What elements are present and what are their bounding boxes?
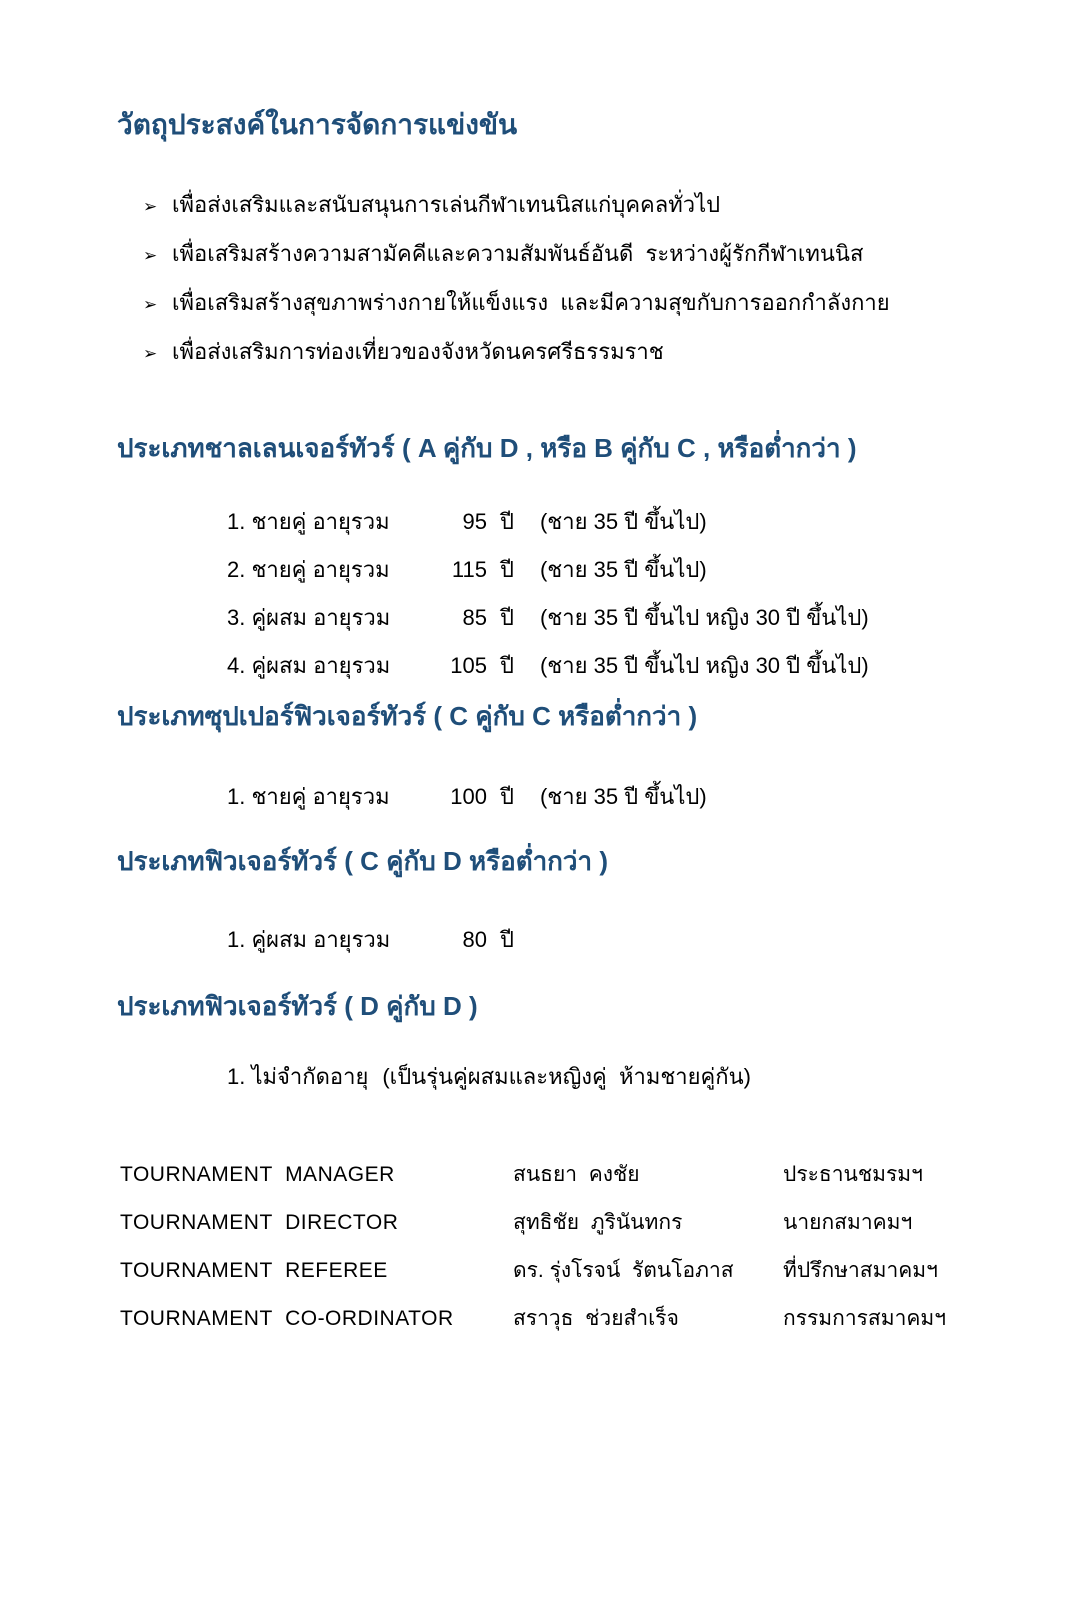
category-list (0, 773, 1073, 821)
category-age: 100 (450, 784, 487, 809)
section-heading-super-future-tour: ประเภทซุปเปอร์ฟิวเจอร์ทัวร์ ( C คู่กับ C หรือต่ำกว่า ) (117, 701, 698, 731)
category-list (0, 498, 1073, 690)
official-role: TOURNAMENT MANAGER (120, 1163, 395, 1186)
category-label: 1. ชายคู่ อายุรวม (227, 509, 390, 534)
category-age: 115 (451, 557, 487, 582)
section-heading-future-tour-cd: ประเภทฟิวเจอร์ทัวร์ ( C คู่กับ D หรือต่ำกว่า ) (117, 846, 609, 876)
category-label: 1. ไม่จำกัดอายุ (227, 1064, 369, 1089)
category-label: 1. คู่ผสม อายุรวม (227, 927, 391, 952)
category-note: (ชาย 35 ปี ขึ้นไป) (539, 784, 707, 809)
category-item (227, 594, 1073, 642)
official-name: สราวุธ ช่วยสำเร็จ (513, 1307, 679, 1330)
category-note: (ชาย 35 ปี ขึ้นไป) (539, 557, 707, 582)
category-item (227, 773, 1073, 821)
category-label: 1. ชายคู่ อายุรวม (227, 784, 390, 809)
category-unit: ปี (500, 509, 514, 534)
objective-text: เพื่อส่งเสริมและสนับสนุนการเล่นกีฬาเทนนิสแก่บุคคลทั่วไป (172, 192, 721, 217)
official-name: สุทธิชัย ภูรินันทกร (513, 1211, 683, 1234)
category-label: 2. ชายคู่ อายุรวม (227, 557, 390, 582)
document-page (0, 103, 1073, 1605)
category-unit: ปี (500, 605, 514, 630)
official-role: TOURNAMENT CO-ORDINATOR (120, 1307, 454, 1330)
arrow-bullet-icon: ➢ (143, 295, 158, 314)
category-item (227, 642, 1073, 690)
arrow-bullet-icon: ➢ (143, 197, 158, 216)
category-unit: ปี (500, 557, 514, 582)
objective-item (143, 328, 1073, 377)
arrow-bullet-icon: ➢ (143, 246, 158, 265)
category-note: (ชาย 35 ปี ขึ้นไป หญิง 30 ปี ขึ้นไป) (539, 605, 869, 630)
category-item (227, 498, 1073, 546)
official-title: กรรมการสมาคมฯ (783, 1307, 947, 1330)
category-label: 3. คู่ผสม อายุรวม (227, 605, 391, 630)
category-list (0, 1053, 1073, 1101)
category-note: (ชาย 35 ปี ขึ้นไป) (539, 509, 707, 534)
official-role: TOURNAMENT REFEREE (120, 1259, 388, 1282)
category-list (0, 916, 1073, 964)
objective-text: เพื่อเสริมสร้างความสามัคคีและความสัมพันธ์อันดี ระหว่างผู้รักกีฬาเทนนิส (172, 241, 864, 266)
category-unit: ปี (500, 784, 514, 809)
objective-item (143, 181, 1073, 230)
objective-text: เพื่อเสริมสร้างสุขภาพร่างกายให้แข็งแรง และมีความสุขกับการออกกำลังกาย (172, 290, 890, 315)
page-title: วัตถุประสงค์ในการจัดการแข่งขัน (117, 109, 518, 140)
category-age: 85 (462, 605, 487, 630)
category-label: 4. คู่ผสม อายุรวม (227, 653, 391, 678)
official-role: TOURNAMENT DIRECTOR (120, 1211, 399, 1234)
category-age: 80 (462, 927, 487, 952)
category-item (227, 1053, 1073, 1101)
section-heading-future-tour-dd: ประเภทฟิวเจอร์ทัวร์ ( D คู่กับ D ) (117, 991, 478, 1021)
category-note: (ชาย 35 ปี ขึ้นไป หญิง 30 ปี ขึ้นไป) (539, 653, 869, 678)
official-title: นายกสมาคมฯ (783, 1211, 913, 1234)
arrow-bullet-icon: ➢ (143, 344, 158, 363)
objective-item (143, 279, 1073, 328)
official-title: ที่ปรึกษาสมาคมฯ (783, 1259, 938, 1282)
category-age: 95 (462, 509, 487, 534)
objective-item (143, 230, 1073, 279)
category-unit: ปี (500, 927, 514, 952)
category-note: (เป็นรุ่นคู่ผสมและหญิงคู่ ห้ามชายคู่กัน) (382, 1064, 751, 1089)
official-name: ดร. รุ่งโรจน์ รัตนโอภาส (513, 1259, 734, 1282)
category-item (227, 916, 1073, 964)
table-row (120, 1247, 1073, 1295)
category-item (227, 546, 1073, 594)
table-row (120, 1151, 1073, 1199)
official-title: ประธานชมรมฯ (783, 1163, 923, 1186)
category-unit: ปี (500, 653, 514, 678)
table-row (120, 1199, 1073, 1247)
table-row (120, 1295, 1073, 1343)
objectives-list (0, 181, 1073, 377)
category-age: 105 (450, 653, 487, 678)
objective-text: เพื่อส่งเสริมการท่องเที่ยวของจังหวัดนครศรีธรรมราช (172, 339, 664, 364)
official-name: สนธยา คงชัย (513, 1163, 640, 1186)
officials-table (0, 1151, 1073, 1343)
section-heading-challenger-tour: ประเภทชาลเลนเจอร์ทัวร์ ( A คู่กับ D , หรือ B คู่กับ C , หรือต่ำกว่า ) (117, 433, 857, 463)
